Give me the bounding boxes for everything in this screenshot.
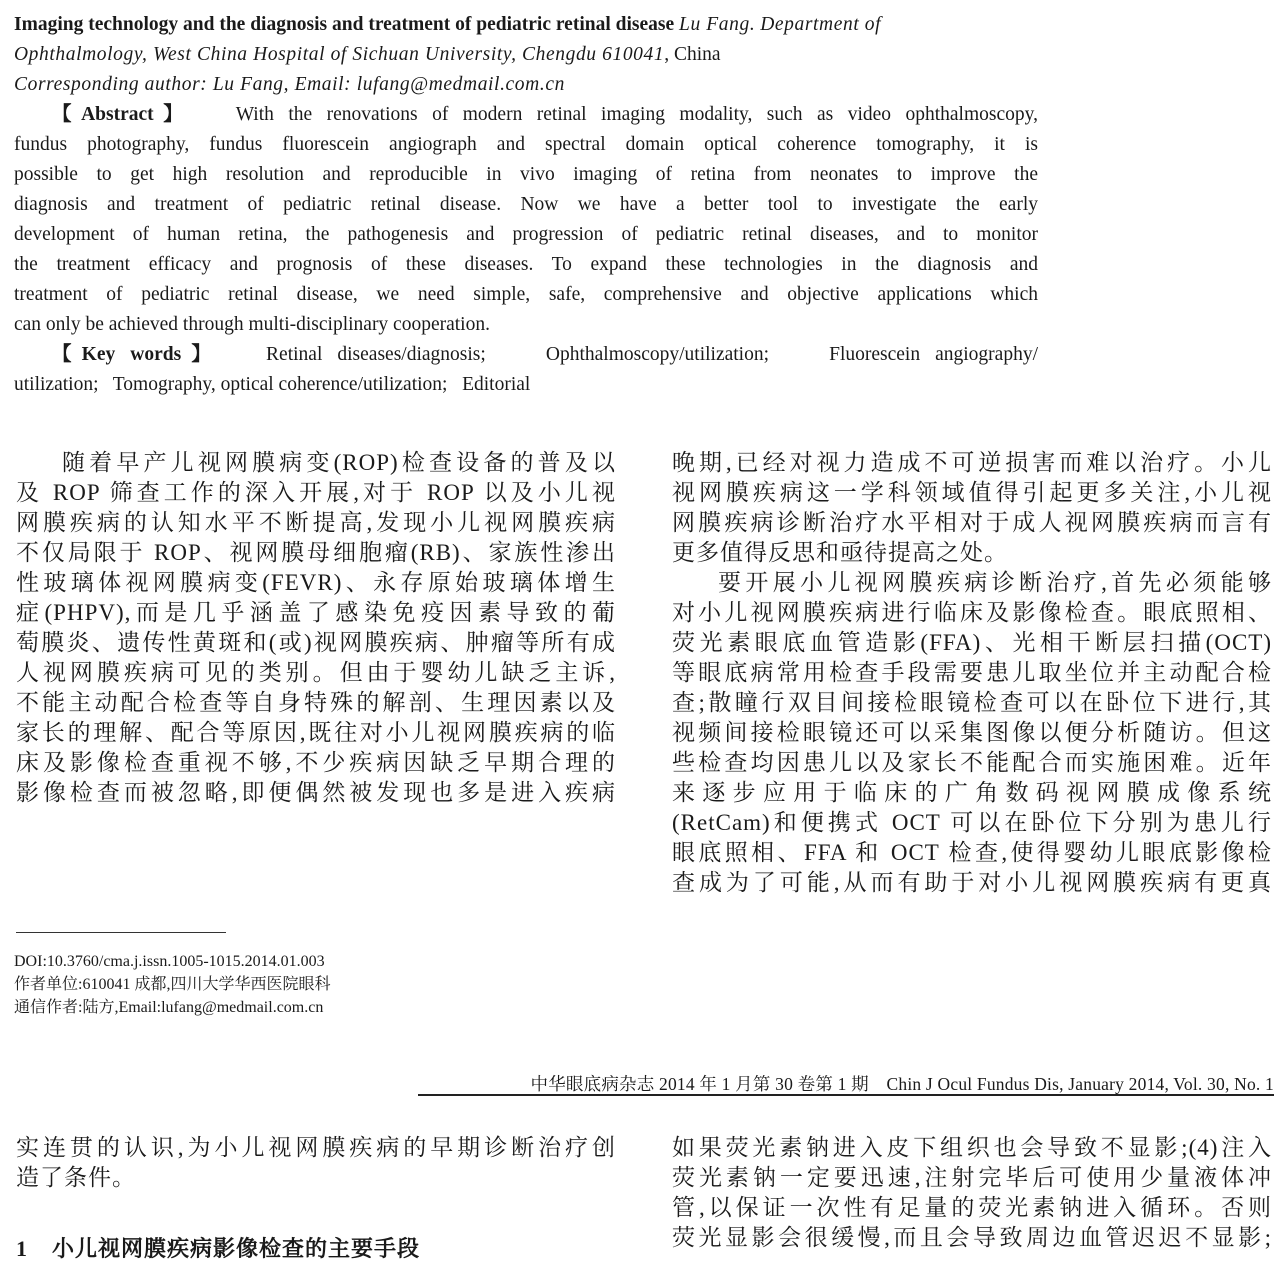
body-line: 荧光显影会很缓慢,而且会导致周边血管迟迟不显影; bbox=[672, 1225, 1272, 1250]
corresponding-author-cn: 通信作者:陆方,Email:lufang@medmail.com.cn bbox=[14, 999, 324, 1016]
author-affiliation: 作者单位:610041 成都,四川大学华西医院眼科 bbox=[14, 976, 331, 993]
body-line: 晚期,已经对视力造成不可逆损害而难以治疗。小儿 bbox=[672, 450, 1272, 475]
body-line: 不能主动配合检查等自身特殊的解剖、生理因素以及 bbox=[16, 690, 616, 715]
body-line: 来逐步应用于临床的广角数码视网膜成像系统 bbox=[672, 780, 1272, 805]
doi: DOI:10.3760/cma.j.issn.1005-1015.2014.01.003 bbox=[14, 953, 325, 970]
body-line: 人视网膜疾病可见的类别。但由于婴幼儿缺乏主诉, bbox=[16, 660, 616, 685]
body-line: 不仅局限于 ROP、视网膜母细胞瘤(RB)、家族性渗出 bbox=[16, 540, 616, 565]
body-right-column bbox=[672, 448, 1272, 898]
body-line: 萄膜炎、遗传性黄斑和(或)视网膜疾病、肿瘤等所有成 bbox=[16, 630, 616, 655]
body-line: 症(PHPV),而是几乎涵盖了感染免疫因素导致的葡 bbox=[16, 600, 616, 625]
body-line: 荧光素钠一定要迅速,注射完毕后可使用少量液体冲 bbox=[672, 1165, 1272, 1190]
abstract-line: development of human retina, the pathogenesis and progression of pediatric retinal diseases, and to monitor bbox=[14, 224, 1038, 245]
body-line: 视频间接检眼镜还可以采集图像以便分析随访。但这 bbox=[672, 720, 1272, 745]
abstract-label: 【Abstract】 bbox=[52, 104, 193, 125]
keywords-line: utilization; Tomography, optical coherence/utilization; Editorial bbox=[14, 374, 531, 395]
footnote-divider bbox=[16, 932, 226, 933]
page2-right-column bbox=[672, 1133, 1272, 1253]
body-line: 网膜疾病的认知水平不断提高,发现小儿视网膜疾病 bbox=[16, 510, 616, 535]
section-title: 小儿视网膜疾病影像检查的主要手段 bbox=[52, 1237, 421, 1262]
body-line: 管,以保证一次性有足量的荧光素钠进入循环。否则 bbox=[672, 1195, 1272, 1220]
body-line: 实连贯的认识,为小儿视网膜疾病的早期诊断治疗创 bbox=[16, 1135, 616, 1160]
title-line bbox=[14, 10, 1038, 40]
keywords-line: 【Key words】 Retinal diseases/diagnosis; Ophthalmoscopy/utilization; Fluorescein angiography/ bbox=[52, 344, 1038, 365]
body-line: 家长的理解、配合等原因,既往对小儿视网膜疾病的临 bbox=[16, 720, 616, 745]
abstract-line: can only be achieved through multi-disciplinary cooperation. bbox=[14, 314, 490, 335]
body-line: 视网膜疾病这一学科领域值得引起更多关注,小儿视 bbox=[672, 480, 1272, 505]
body-line: 及 ROP 筛查工作的深入开展,对于 ROP 以及小儿视 bbox=[16, 480, 616, 505]
body-line: 荧光素眼底血管造影(FFA)、光相干断层扫描(OCT) bbox=[672, 630, 1272, 655]
author-name: Lu Fang. bbox=[679, 14, 756, 35]
body-line: 网膜疾病诊断治疗水平相对于成人视网膜疾病而言有 bbox=[672, 510, 1272, 535]
abstract-line: the treatment efficacy and prognosis of these diseases. To expand these technologies in the diagnosis and bbox=[14, 254, 1038, 275]
body-left-column bbox=[16, 448, 616, 808]
affiliation: Ophthalmology, West China Hospital of Sichuan University, Chengdu 610041 bbox=[14, 44, 665, 65]
body-line: 些检查均因患儿以及家长不能配合而实施困难。近年 bbox=[672, 750, 1272, 775]
english-abstract-block bbox=[14, 10, 1038, 400]
body-line: 造了条件。 bbox=[16, 1165, 136, 1190]
body-line: 床及影像检查重视不够,不少疾病因缺乏早期合理的 bbox=[16, 750, 616, 775]
abstract-line: diagnosis and treatment of pediatric retinal disease. Now we have a better tool to investigate the early bbox=[14, 194, 1038, 215]
body-line: 性玻璃体视网膜病变(FEVR)、永存原始玻璃体增生 bbox=[16, 570, 616, 595]
keywords-label: 【Key words】 bbox=[52, 344, 221, 365]
body-line: 眼底照相、FFA 和 OCT 检查,使得婴幼儿眼底影像检 bbox=[672, 840, 1272, 865]
abstract-line: possible to get high resolution and reproducible in vivo imaging of retina from neonates to improve the bbox=[14, 164, 1038, 185]
section-heading bbox=[16, 1232, 420, 1263]
corresponding-author: Corresponding author: Lu Fang, Email: lufang@medmail.com.cn bbox=[14, 74, 565, 95]
footnotes bbox=[14, 950, 654, 1019]
affiliation-start: Department of bbox=[760, 14, 882, 35]
body-line: 如果荧光素钠进入皮下组织也会导致不显影;(4)注入 bbox=[672, 1135, 1272, 1160]
body-line: 影像检查而被忽略,即便偶然被发现也多是进入疾病 bbox=[16, 780, 616, 805]
body-line: 查;散瞳行双目间接检眼镜检查可以在卧位下进行,其 bbox=[672, 690, 1272, 715]
abstract-line: fundus photography, fundus fluorescein angiograph and spectral domain optical coherence tomography, it is bbox=[14, 134, 1038, 155]
article-title: Imaging technology and the diagnosis and treatment of pediatric retinal disease bbox=[14, 14, 675, 35]
body-line: 对小儿视网膜疾病进行临床及影像检查。眼底照相、 bbox=[672, 600, 1272, 625]
body-line: (RetCam)和便携式 OCT 可以在卧位下分别为患儿行 bbox=[672, 810, 1272, 835]
body-line: 更多值得反思和亟待提高之处。 bbox=[672, 540, 1008, 565]
country: , China bbox=[664, 44, 721, 65]
body-line: 查成为了可能,从而有助于对小儿视网膜疾病有更真 bbox=[672, 870, 1272, 895]
page2-left-column bbox=[16, 1133, 616, 1193]
section-number: 1 bbox=[16, 1236, 28, 1261]
affiliation-line bbox=[14, 40, 1038, 70]
body-line: 随着早产儿视网膜病变(ROP)检查设备的普及以 bbox=[62, 450, 616, 475]
abstract-line: 【Abstract】 With the renovations of modern retinal imaging modality, such as video ophthalmoscopy, bbox=[52, 104, 1038, 125]
body-line: 要开展小儿视网膜疾病诊断治疗,首先必须能够 bbox=[718, 570, 1272, 595]
abstract-line: treatment of pediatric retinal disease, we need simple, safe, comprehensive and objective applications which bbox=[14, 284, 1038, 305]
running-header-rule bbox=[418, 1094, 1274, 1096]
body-line: 等眼底病常用检查手段需要患儿取坐位并主动配合检 bbox=[672, 660, 1272, 685]
journal-running-header: 中华眼底病杂志 2014 年 1 月第 30 卷第 1 期 Chin J Ocul Fundus Dis, January 2014, Vol. 30, No. 1 bbox=[530, 1074, 1274, 1094]
